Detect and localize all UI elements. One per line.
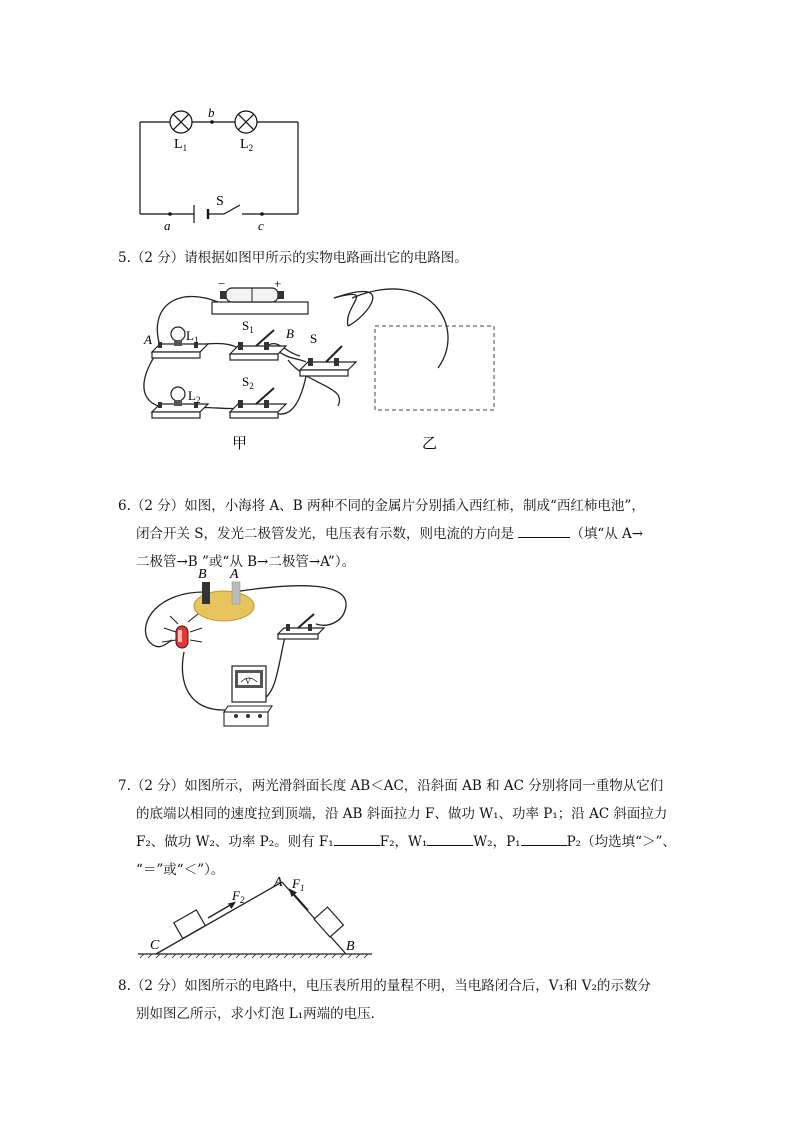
answer-blank-p[interactable] (521, 831, 567, 846)
switch-symbol (224, 205, 240, 214)
label-f2: $F_2$ (232, 888, 245, 905)
label-f1: $F_1$ (292, 876, 305, 893)
question-line-1: 8.（2 分）如图所示的电路中，电压表所用的量程不明，当电路闭合后，V₁和 V₂的示数分 (118, 978, 651, 994)
label-a: A (230, 567, 239, 582)
question-5 (118, 244, 468, 272)
answer-blank[interactable] (518, 523, 570, 538)
label-b: B (198, 567, 207, 582)
label-s1: $S_1$ (242, 318, 254, 335)
label-c: C (150, 938, 160, 953)
question-text: （2 分）请根据如图甲所示的实物电路画出它的电路图。 (130, 250, 468, 266)
question-line-3: 二极管→B ”或“从 B→二极管→A”）。 (136, 554, 356, 570)
label-l2: $L_2$ (240, 137, 254, 153)
question-line-1: 7.（2 分）如图所示，两光滑斜面长度 AB＜AC，沿斜面 AB 和 AC 分别将同一重物从它们 (118, 778, 664, 794)
label-s: S (310, 331, 318, 346)
question-line-2: 的底端以相同的速度拉到顶端，沿 AB 斜面拉力 F、做功 W₁、功率 P₁；沿 AC 斜面拉力 (136, 806, 668, 822)
label-l1: $L_1$ (174, 137, 188, 153)
answer-box[interactable] (375, 326, 494, 410)
question-line-4: “＝”或“＜”）。 (136, 862, 225, 878)
physical-circuit-figure (138, 276, 508, 456)
answer-blank-f[interactable] (334, 831, 380, 846)
caption-jia: 甲 (232, 436, 248, 452)
series-circuit-figure (130, 98, 310, 238)
question-7 (118, 772, 676, 884)
battery-symbol (194, 205, 208, 223)
lamp-l1-symbol (170, 111, 192, 133)
switch-s-component (300, 346, 356, 376)
battery-minus: − (218, 276, 226, 291)
lamp-l1-component (152, 327, 208, 358)
battery-component (212, 288, 308, 314)
label-s2: $S_2$ (242, 374, 254, 391)
label-a: A (144, 332, 152, 347)
question-line-2: 闭合开关 S，发光二极管发光，电压表有示数，则电流的方向是 （填“从 A→ (118, 520, 645, 548)
caption-yi: 乙 (422, 436, 438, 452)
label-l1: $L_1$ (186, 328, 199, 345)
label-c: c (258, 218, 264, 233)
metal-plate-b (202, 582, 210, 604)
label-b: b (208, 105, 215, 120)
switch-component (278, 614, 324, 639)
tomato-battery-figure (138, 562, 358, 734)
switch-s2-component (230, 388, 286, 418)
metal-plate-a (232, 582, 240, 604)
battery-plus: + (274, 276, 282, 291)
label-b: B (346, 939, 355, 954)
label-a: a (164, 218, 171, 233)
block-on-ab (314, 907, 343, 937)
lamp-l2-symbol (235, 111, 257, 133)
question-8 (118, 972, 651, 1028)
voltmeter-v-label: V (245, 677, 251, 686)
inclined-plane-figure (136, 870, 386, 962)
answer-blank-w[interactable] (427, 831, 473, 846)
label-a: A (274, 875, 283, 890)
question-number: 5. (118, 250, 131, 266)
voltmeter-component (224, 666, 272, 726)
block-on-ac (174, 910, 206, 939)
question-line-1: 6.（2 分）如图，小海将 A、B 两种不同的金属片分别插入西红柿，制成“西红柿电池”， (118, 498, 645, 514)
slope-ac (156, 882, 282, 954)
question-line-2: 别如图乙所示，求小灯泡 L₁两端的电压． (136, 1006, 385, 1022)
label-s: S (216, 194, 224, 209)
label-b: B (286, 326, 294, 341)
label-l2: $L_2$ (188, 388, 201, 405)
question-line-3: F₂、做功 W₂、功率 P₂。则有 F₁ F₂，W₁ W₂，P₁ P₂（均选填“＞”、 (118, 828, 676, 856)
